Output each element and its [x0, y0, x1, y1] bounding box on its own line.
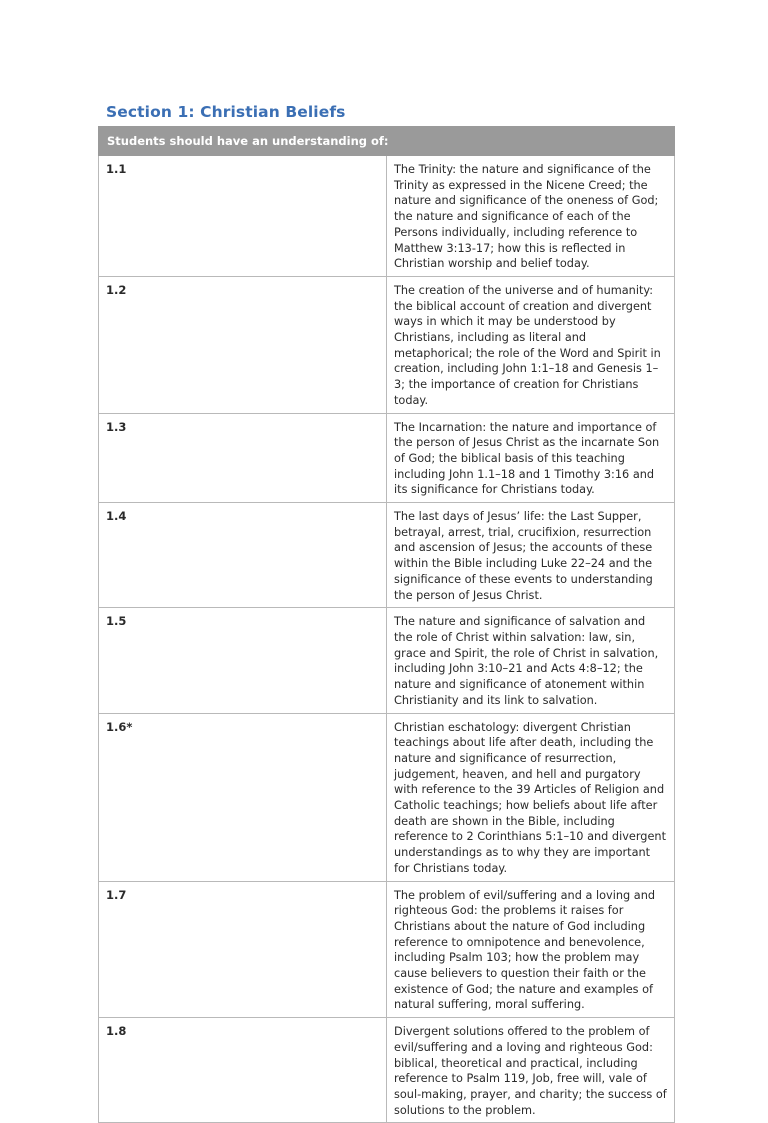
table-row — [99, 608, 675, 713]
table-row — [99, 1018, 675, 1123]
row-number: 1.8 — [99, 1018, 387, 1123]
row-text: The Incarnation: the nature and importance of the person of Jesus Christ as the incarnate Son of God; the biblical basis of this teaching including John 1.1–18 and 1 Timothy 3:16 and its significance for Christians today. — [387, 413, 675, 503]
row-number: 1.5 — [99, 608, 387, 713]
table-header-row — [99, 127, 675, 156]
row-text: The problem of evil/suffering and a loving and righteous God: the problems it raises for Christians about the nature of God including reference to omnipotence and benevolence, including Psalm 103; how the problem may cause believers to question their faith or the existence of God; the nature and examples of natural suffering, moral suffering. — [387, 881, 675, 1018]
table-row — [99, 413, 675, 503]
table-row — [99, 503, 675, 608]
table-row — [99, 713, 675, 881]
row-number: 1.3 — [99, 413, 387, 503]
table-row — [99, 276, 675, 413]
table-row — [99, 156, 675, 277]
row-number: 1.7 — [99, 881, 387, 1018]
spec-table — [98, 126, 675, 1123]
row-text: Divergent solutions offered to the problem of evil/suffering and a loving and righteous God: biblical, theoretical and practical, including reference to Psalm 119, Job, free will, vale of soul-making, prayer, and charity; the success of solutions to the problem. — [387, 1018, 675, 1123]
row-number: 1.1 — [99, 156, 387, 277]
table-row — [99, 881, 675, 1018]
row-text: Christian eschatology: divergent Christian teachings about life after death, including the nature and significance of resurrection, judgement, heaven, and hell and purgatory with reference to the 39 Articles of Religion and Catholic teachings; how beliefs about life after death are shown in the Bible, including reference to 2 Corinthians 5:1–10 and divergent understandings as to why they are important for Christians today. — [387, 713, 675, 881]
row-number: 1.4 — [99, 503, 387, 608]
row-text: The Trinity: the nature and significance of the Trinity as expressed in the Nicene Creed; the nature and significance of the oneness of God; the nature and significance of each of the Persons individually, including reference to Matthew 3:13-17; how this is reflected in Christian worship and belief today. — [387, 156, 675, 277]
row-text: The creation of the universe and of humanity: the biblical account of creation and divergent ways in which it may be understood by Christians, including as literal and metaphorical; the role of the Word and Spirit in creation, including John 1:1–18 and Genesis 1–3; the importance of creation for Christians today. — [387, 276, 675, 413]
row-number: 1.6* — [99, 713, 387, 881]
row-text: The last days of Jesus’ life: the Last Supper, betrayal, arrest, trial, crucifixion, resurrection and ascension of Jesus; the accounts of these within the Bible including Luke 22–24 and the significance of these events to understanding the person of Jesus Christ. — [387, 503, 675, 608]
table-header: Students should have an understanding of: — [99, 127, 675, 156]
row-number: 1.2 — [99, 276, 387, 413]
section-title: Section 1: Christian Beliefs — [106, 103, 346, 121]
row-text: The nature and significance of salvation and the role of Christ within salvation: law, sin, grace and Spirit, the role of Christ in salvation, including John 3:10–21 and Acts 4:8–12; the nature and significance of atonement within Christianity and its link to salvation. — [387, 608, 675, 713]
